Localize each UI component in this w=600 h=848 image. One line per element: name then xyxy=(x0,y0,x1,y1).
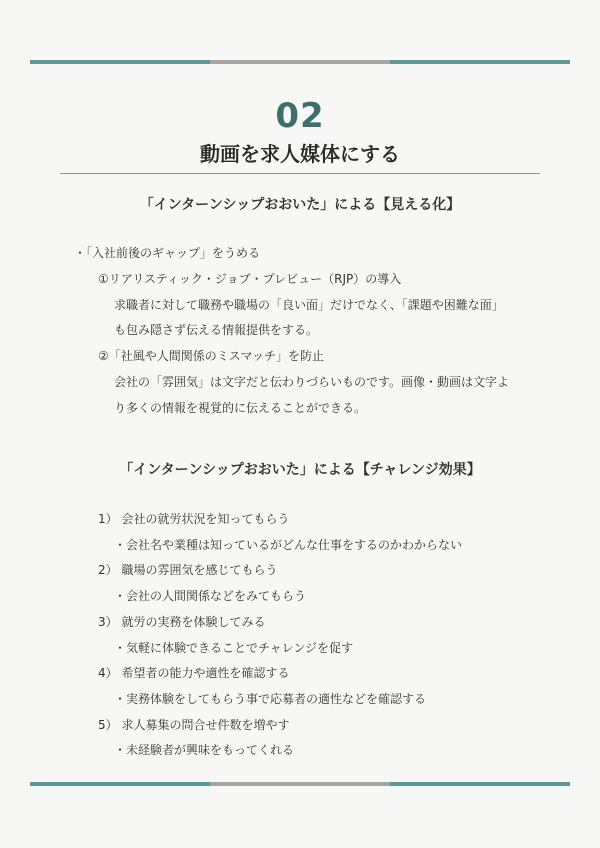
bullet-gap: ・「入社前後のギャップ」をうめる xyxy=(74,246,261,260)
bar-segment-gray xyxy=(210,782,390,786)
challenge-item-3: 3） 就労の実務を体験してみる xyxy=(98,615,266,629)
challenge-item-3-sub: ・気軽に体験できることでチャレンジを促す xyxy=(114,641,354,655)
challenge-item-2: 2） 職場の雰囲気を感じてもらう xyxy=(98,563,278,577)
challenge-item-4-sub: ・実務体験をしてもらう事で応募者の適性などを確認する xyxy=(114,692,427,706)
challenge-item-5-sub: ・未経験者が興味をもってくれる xyxy=(114,743,295,757)
section-heading-visualization: 「インターンシップおおいた」による【見える化】 xyxy=(139,197,461,213)
section-heading-challenge: 「インターンシップおおいた」による【チャレンジ効果】 xyxy=(119,462,481,478)
challenge-item-4: 4） 希望者の能力や適性を確認する xyxy=(98,666,290,680)
bar-segment-teal xyxy=(390,782,570,786)
item-mismatch-title: ②「社風や人間関係のミスマッチ」を防止 xyxy=(98,349,325,363)
challenge-item-5: 5） 求人募集の問合せ件数を増やす xyxy=(98,718,290,732)
bar-segment-teal xyxy=(30,782,210,786)
item-rjp-text-line2: も包み隠さず伝える情報提供をする。 xyxy=(114,323,319,337)
top-decorative-bar xyxy=(30,60,570,64)
item-mismatch-text-line2: り多くの情報を視覚的に伝えることができる。 xyxy=(114,401,367,415)
challenge-item-1: 1） 会社の就労状況を知ってもらう xyxy=(98,512,290,526)
page-title: 動画を求人媒体にする xyxy=(200,142,400,166)
bar-segment-gray xyxy=(210,60,390,64)
bar-segment-teal xyxy=(390,60,570,64)
bottom-decorative-bar xyxy=(30,782,570,786)
title-divider xyxy=(60,173,540,174)
item-rjp-text-line1: 求職者に対して職務や職場の「良い面」だけでなく、「課題や困難な面」 xyxy=(114,298,504,312)
challenge-item-1-sub: ・会社名や業種は知っているがどんな仕事をするのかわからない xyxy=(114,538,463,552)
item-mismatch-text-line1: 会社の「雰囲気」は文字だと伝わりづらいものです。画像・動画は文字よ xyxy=(114,375,510,389)
challenge-item-2-sub: ・会社の人間関係などをみてもらう xyxy=(114,589,307,603)
section-number: 02 xyxy=(275,96,325,136)
item-rjp-title: ①リアリスティック・ジョブ・プレビュー（RJP）の導入 xyxy=(98,272,402,286)
bar-segment-teal xyxy=(30,60,210,64)
